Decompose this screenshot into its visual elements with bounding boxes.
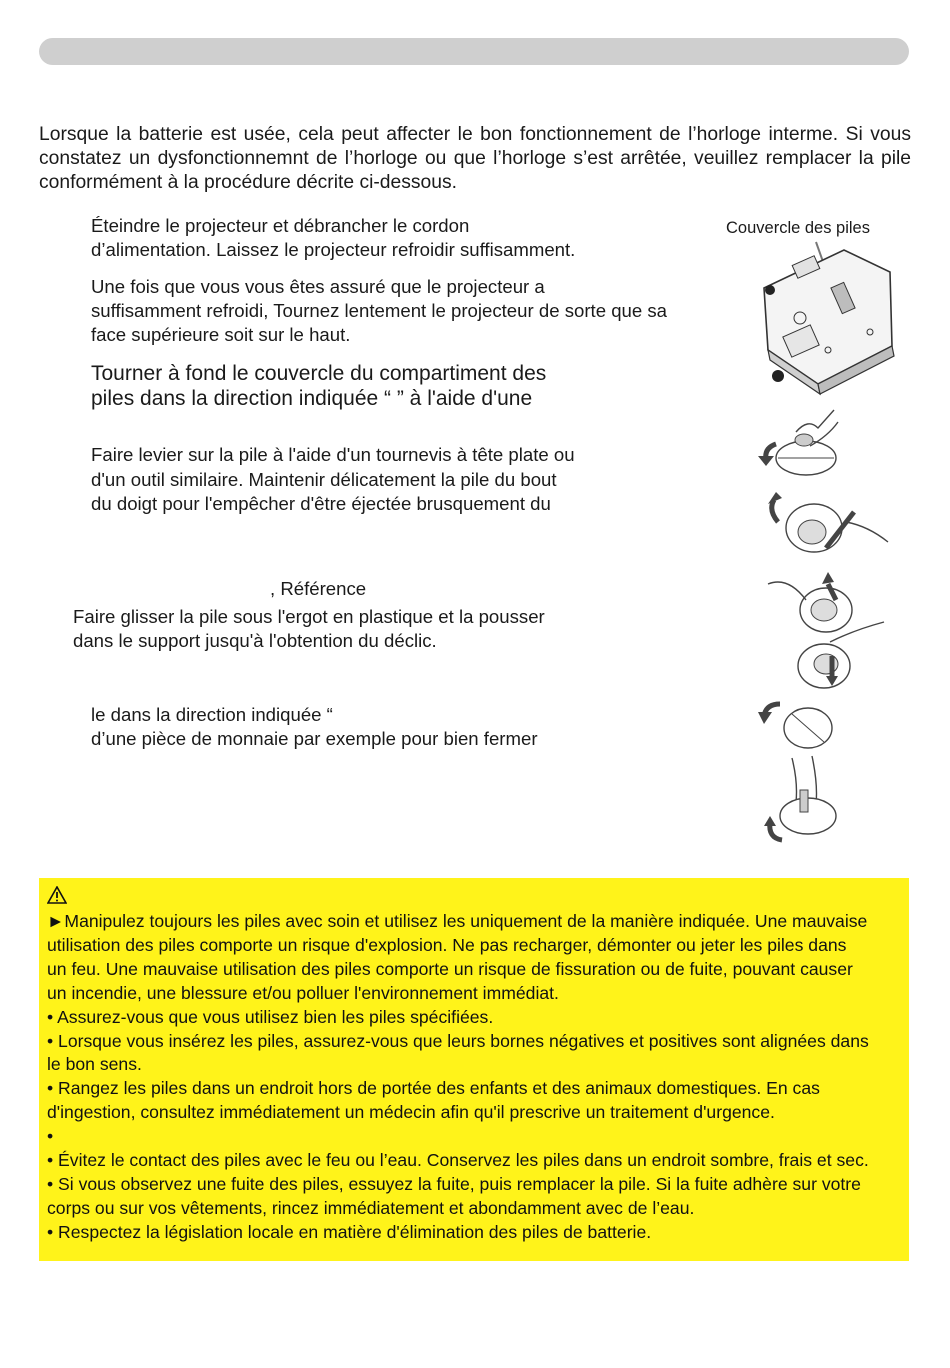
- step5-line-2: dans le support jusqu'à l'obtention du déclic.: [73, 630, 437, 651]
- warning-triangle-icon: [47, 886, 67, 904]
- warning-line: ►Manipulez toujours les piles avec soin et utilisez les uniquement de la manière indiquée. Une mauvaise: [47, 911, 868, 931]
- step1-line-1: Éteindre le projecteur et débrancher le cordon: [91, 215, 470, 236]
- step1-line-2: d’alimentation. Laissez le projecteur refroidir suffisamment.: [91, 239, 576, 260]
- step4-line-1: Faire levier sur la pile à l'aide d'un tournevis à tête plate ou: [91, 444, 575, 465]
- intro-paragraph: Lorsque la batterie est usée, cela peut affecter le bon fonctionnement de l’horloge interme. Si vous constatez un dysfonctionnemnt de l’horloge ou que l’horloge s’est arrêtée, veuillez remplacer la pile conformément à la procédure décrite ci-dessous.: [39, 124, 911, 193]
- warning-line: utilisation des piles comporte un risque d'explosion. Ne pas recharger, démonter ou jeter les piles dans: [47, 934, 847, 955]
- pry-battery-illustration: [762, 492, 890, 568]
- warning-line: •: [47, 1126, 54, 1147]
- step4-line-3: du doigt pour l'empêcher d'être éjectée brusquement du: [91, 493, 551, 514]
- step6-line-1: le dans la direction indiquée “: [91, 704, 333, 725]
- step4-line-2: d'un outil similaire. Maintenir délicatement la pile du bout: [91, 469, 557, 490]
- step3-line-2: piles dans la direction indiquée “ ” à l'aide d'une: [91, 387, 533, 410]
- close-cover-illustration: [758, 694, 838, 752]
- warning-line: un feu. Une mauvaise utilisation des piles comporte un risque de fissuration ou de fuite, pouvant causer: [47, 958, 853, 979]
- step6-line-2: d’une pièce de monnaie par exemple pour bien fermer: [91, 728, 538, 749]
- step2-line-1: Une fois que vous vous êtes assuré que le projecteur a: [91, 276, 545, 297]
- projector-underside-illustration: [752, 238, 902, 396]
- battery-warning-box: [39, 878, 909, 1261]
- insert-battery-illustration: [790, 620, 886, 692]
- warning-line: • Lorsque vous insérez les piles, assurez-vous que leurs bornes négatives et positives sont alignées dans: [47, 1030, 869, 1051]
- tighten-cover-illustration: [762, 752, 842, 848]
- warning-line: • Respectez la législation locale en matière d'élimination des piles de batterie.: [47, 1221, 652, 1242]
- step3-line-1: Tourner à fond le couvercle du compartiment des: [91, 362, 547, 385]
- warning-text: [47, 910, 909, 1245]
- warning-line: le bon sens.: [47, 1054, 142, 1075]
- warning-line: • Assurez-vous que vous utilisez bien les piles spécifiées.: [47, 1006, 494, 1027]
- step2-line-2: suffisamment refroidi, Tournez lentement le projecteur de sorte que sa: [91, 300, 668, 321]
- warning-line: corps ou sur vos vêtements, rincez immédiatement et abondamment avec de l’eau.: [47, 1197, 695, 1218]
- warning-line: • Évitez le contact des piles avec le feu ou l’eau. Conservez les piles dans un endroit sombre, frais et sec.: [47, 1150, 869, 1171]
- figure-caption-battery-cover: Couvercle des piles: [726, 219, 870, 237]
- coin-turn-cover-illustration: [756, 402, 842, 478]
- step5-line-1: Faire glisser la pile sous l'ergot en plastique et la pousser: [73, 606, 545, 627]
- step2-line-3: face supérieure soit sur le haut.: [91, 324, 351, 345]
- warning-line: un incendie, une blessure et/ou polluer l'environnement immédiat.: [47, 982, 559, 1003]
- step5-reference: , Référence: [270, 578, 367, 599]
- warning-line: • Si vous observez une fuite des piles, essuyez la fuite, puis remplacer la pile. Si la fuite adhère sur votre: [47, 1173, 861, 1194]
- section-header-bar: [39, 38, 909, 65]
- warning-line: d'ingestion, consultez immédiatement un médecin afin qu'il prescrive un traitement d'urgence.: [47, 1102, 775, 1123]
- warning-line: • Rangez les piles dans un endroit hors de portée des enfants et des animaux domestiques. En cas: [47, 1078, 820, 1099]
